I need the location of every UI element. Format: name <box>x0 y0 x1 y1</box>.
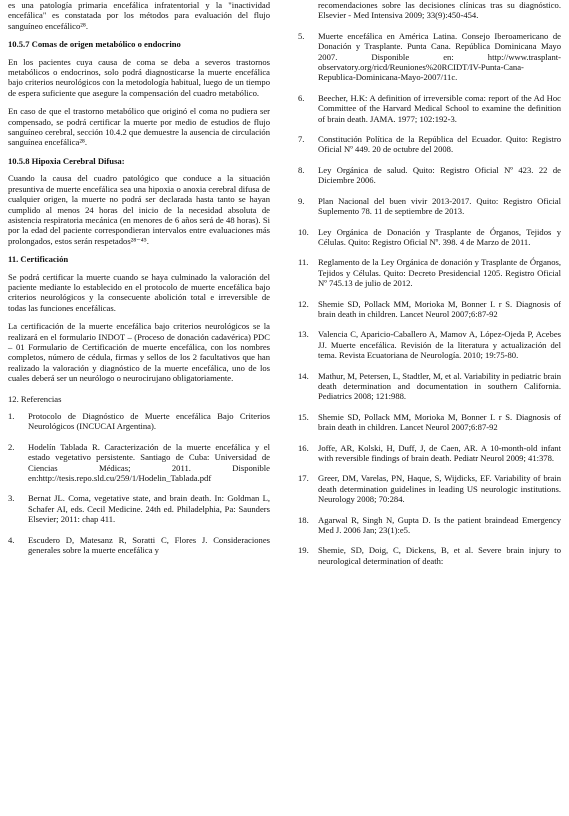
reference-number: 17. <box>298 473 309 484</box>
heading-diffuse-hypoxia: 10.5.8 Hipoxia Cerebral Difusa: <box>8 155 125 166</box>
heading-metabolic-coma: 10.5.7 Comas de origen metabólico o endocrino <box>8 39 181 50</box>
reference-text: Greer, DM, Varelas, PN, Haque, S, Wijdicks, EF. Variability of brain death determination guidelines in leading US neurologic institutions. Neurology 2008; 70:284. <box>318 473 561 505</box>
reference-text: Beecher, H.K: A definition of irreversible coma: report of the Ad Hoc Committee of the Harvard Medical School to examine the definition of brain death. JAMA. 1977; 102:192-3. <box>318 92 561 124</box>
reference-continuation <box>298 0 561 21</box>
reference-item <box>298 196 561 217</box>
metabolic-paragraph-1: En los pacientes cuya causa de coma se deba a severos trastornos metabólicos o endocrinos, solo podrá diagnosticarse la muerte encefálica bajo criterios neurológicos con la metodología habitual, luego de un tiempo de espera suficiente que asegure la compensación del cuadro metabólico. <box>8 56 270 98</box>
reference-number: 18. <box>298 514 309 525</box>
reference-text: Muerte encefálica en América Latina. Consejo Iberoamericano de Donación y Trasplante. Punta Cana. República Dominicana Mayo 2007. Disponible en: http://www.trasplant-observatory.org/ricd/Reuniones%20RCIDT/IV-Punta-Cana-Republica-Dominicana-Mayo-2007/11c. <box>318 30 561 83</box>
reference-text: Reglamento de la Ley Orgánica de donación y Trasplante de Órganos, Tejidos y Células. Quito: Decreto Presidencial 1205. Registro Oficial Nº 745.13 de julio de 2012. <box>318 257 561 289</box>
right-column <box>298 0 561 576</box>
heading-references: 12. Referencias <box>8 393 62 404</box>
reference-text: Plan Nacional del buen vivir 2013-2017. Quito: Registro Oficial Suplemento 78. 11 de septiembre de 2013. <box>318 195 561 217</box>
reference-number: 16. <box>298 442 309 453</box>
reference-item <box>298 165 561 186</box>
reference-number: 2. <box>8 441 15 452</box>
reference-number: 7. <box>298 134 305 145</box>
reference-text: Shemie SD, Pollack MM, Morioka M, Bonner I. r S. Diagnosis of brain death in children. Lancet Neurol 2007;6:87-92 <box>318 411 561 433</box>
reference-list-right <box>298 31 561 566</box>
metabolic-paragraph-2: En caso de que el trastorno metabólico que originó el coma no pudiera ser compensado, se podrá certificar la muerte por medio de estudios de flujo sanguíneo cerebral, sección 10.4.2 que demuestre la ausencia de circulación sanguínea encefálica²⁸. <box>8 106 270 148</box>
reference-item <box>298 443 561 464</box>
reference-text: Ley Orgánica de salud. Quito: Registro Oficial Nº 423. 22 de Diciembre 2006. <box>318 164 561 186</box>
reference-text: Escudero D, Matesanz R, Soratti C, Flores J. Consideraciones generales sobre la muerte encefálica y <box>28 534 270 556</box>
reference-number: 5. <box>298 30 305 41</box>
reference-text: Ley Orgánica de Donación y Trasplante de Órganos, Tejidos y Células. Quito: Registro Oficial Nº. 398. 4 de Marzo de 2011. <box>318 226 561 247</box>
intro-paragraph: es una patología primaria encefálica infratentorial y la "inactividad encefálica" es constatada por los métodos para evaluación del flujo sanguíneo encefálico²⁸. <box>8 0 270 31</box>
reference-item <box>298 515 561 536</box>
reference-text: Joffe, AR, Kolski, H, Duff, J, de Caen, AR. A 10-month-old infant with reversible findings of brain death. Pediatr Neurol 2009; 41:378. <box>318 442 561 463</box>
reference-number: 1. <box>8 411 15 421</box>
reference-text: Protocolo de Diagnóstico de Muerte encefálica Bajo Criterios Neurológicos (INCUCAI Argentina). <box>28 411 270 432</box>
reference-text: Agarwal R, Singh N, Gupta D. Is the patient braindead Emergency Med J. 2006 Jan; 23(1):e5. <box>318 514 561 536</box>
reference-text: Constitución Política de la República del Ecuador. Quito: Registro Oficial Nº 449. 20 de octubre del 2008. <box>318 134 561 155</box>
reference-item <box>298 257 561 288</box>
reference-text: recomendaciones sobre las decisiones clínicas tras su diagnóstico. Elsevier - Med Intensiva 2009; 33(9):450-454. <box>318 0 561 21</box>
reference-item <box>298 93 561 124</box>
reference-number: 3. <box>8 493 15 504</box>
reference-item <box>298 412 561 433</box>
reference-item <box>298 329 561 360</box>
certification-paragraph-1: Se podrá certificar la muerte cuando se haya culminado la valoración del paciente mediante lo establecido en el protocolo de muerte encefálica bajo criterios neurológicos y la consecuente abolición total e irreversible de todas las funciones encefálicas. <box>8 271 270 313</box>
left-column <box>8 0 270 565</box>
reference-item <box>8 535 270 556</box>
reference-number: 12. <box>298 298 309 309</box>
reference-text: Shemie, SD, Doig, C, Dickens, B, et al. Severe brain injury to neurological determination of death: <box>318 545 561 566</box>
reference-number: 6. <box>298 92 305 103</box>
reference-item <box>298 134 561 155</box>
reference-text: Hodelín Tablada R. Caracterización de la muerte encefálica y el estado vegetativo persistente. Santiago de Cuba: Universidad de Ciencias Médicas; 2011. Disponible en:http://tesis.repo.sld.cu/259/1/Hodelin_Tablada.pdf <box>28 441 270 484</box>
reference-item <box>298 227 561 248</box>
hypoxia-paragraph: Cuando la causa del cuadro patológico que conduce a la situación presuntiva de muerte encefálica sea una hipoxia o anoxia cerebral difusa de cualquier origen, la muerte no podrá ser declarada hasta tanto se hayan cumplido al menos 24 horas del inicio de la necesidad absoluta de asistencia respiratoria mecánica (en menores de 6 años será de 48 horas). Si por la edad del paciente correspondieran intervalos entre evaluaciones más prolongados, estos serán respetados²⁸⁻⁴⁵. <box>8 173 270 246</box>
reference-number: 15. <box>298 411 309 422</box>
reference-number: 14. <box>298 370 309 381</box>
reference-item <box>298 299 561 320</box>
reference-text: Valencia C, Aparicio-Caballero A, Mamov A, López-Ojeda P, Acebes JJ. Muerte encefálica. Revisión de la literatura y actualización del tema. Revista Ecuatoriana de Neurología. 2010; 19:75-80. <box>318 329 561 361</box>
reference-text: Mathur, M, Petersen, L, Stadtler, M, et al. Variability in pediatric brain death determination and documentation in southern California. Pediatrics 2008; 121:988. <box>318 370 561 402</box>
reference-item <box>298 473 561 504</box>
reference-number: 9. <box>298 195 305 206</box>
reference-item <box>8 493 270 524</box>
reference-text: Shemie SD, Pollack MM, Morioka M, Bonner I. r S. Diagnosis of brain death in children. Lancet Neurol 2007;6:87-92 <box>318 298 561 319</box>
reference-item <box>298 371 561 402</box>
reference-number: 4. <box>8 534 15 545</box>
heading-certification: 11. Certificación <box>8 254 69 265</box>
reference-item <box>8 442 270 484</box>
reference-number: 13. <box>298 329 309 340</box>
reference-number: 19. <box>298 545 309 556</box>
reference-number: 8. <box>298 164 305 175</box>
reference-item <box>298 545 561 566</box>
reference-item <box>298 31 561 83</box>
reference-item <box>8 411 270 432</box>
reference-text: Bernat JL. Coma, vegetative state, and brain death. In: Goldman L, Schafer AI, eds. Cecil Medicine. 24th ed. Philadelphia, Pa: Saunders Elsevier; 2011: chap 411. <box>28 493 270 525</box>
certification-paragraph-2: La certificación de la muerte encefálica bajo criterios neurológicos se la realizará en el formulario INDOT – (Proceso de donación cadavérica) PDC – 01 Formulario de Certificación de muerte encefálica, con los nombres completos, número de cédula, firmas y sellos de los 2 facultativos que han realizado la valoración y diagnóstico de la muerte encefálica, uno de los cuales deberá ser un neurólogo o neurocirujano obligatoriamente. <box>8 321 270 384</box>
reference-number: 11. <box>298 257 309 268</box>
reference-number: 10. <box>298 226 309 237</box>
reference-list-left <box>8 411 270 555</box>
